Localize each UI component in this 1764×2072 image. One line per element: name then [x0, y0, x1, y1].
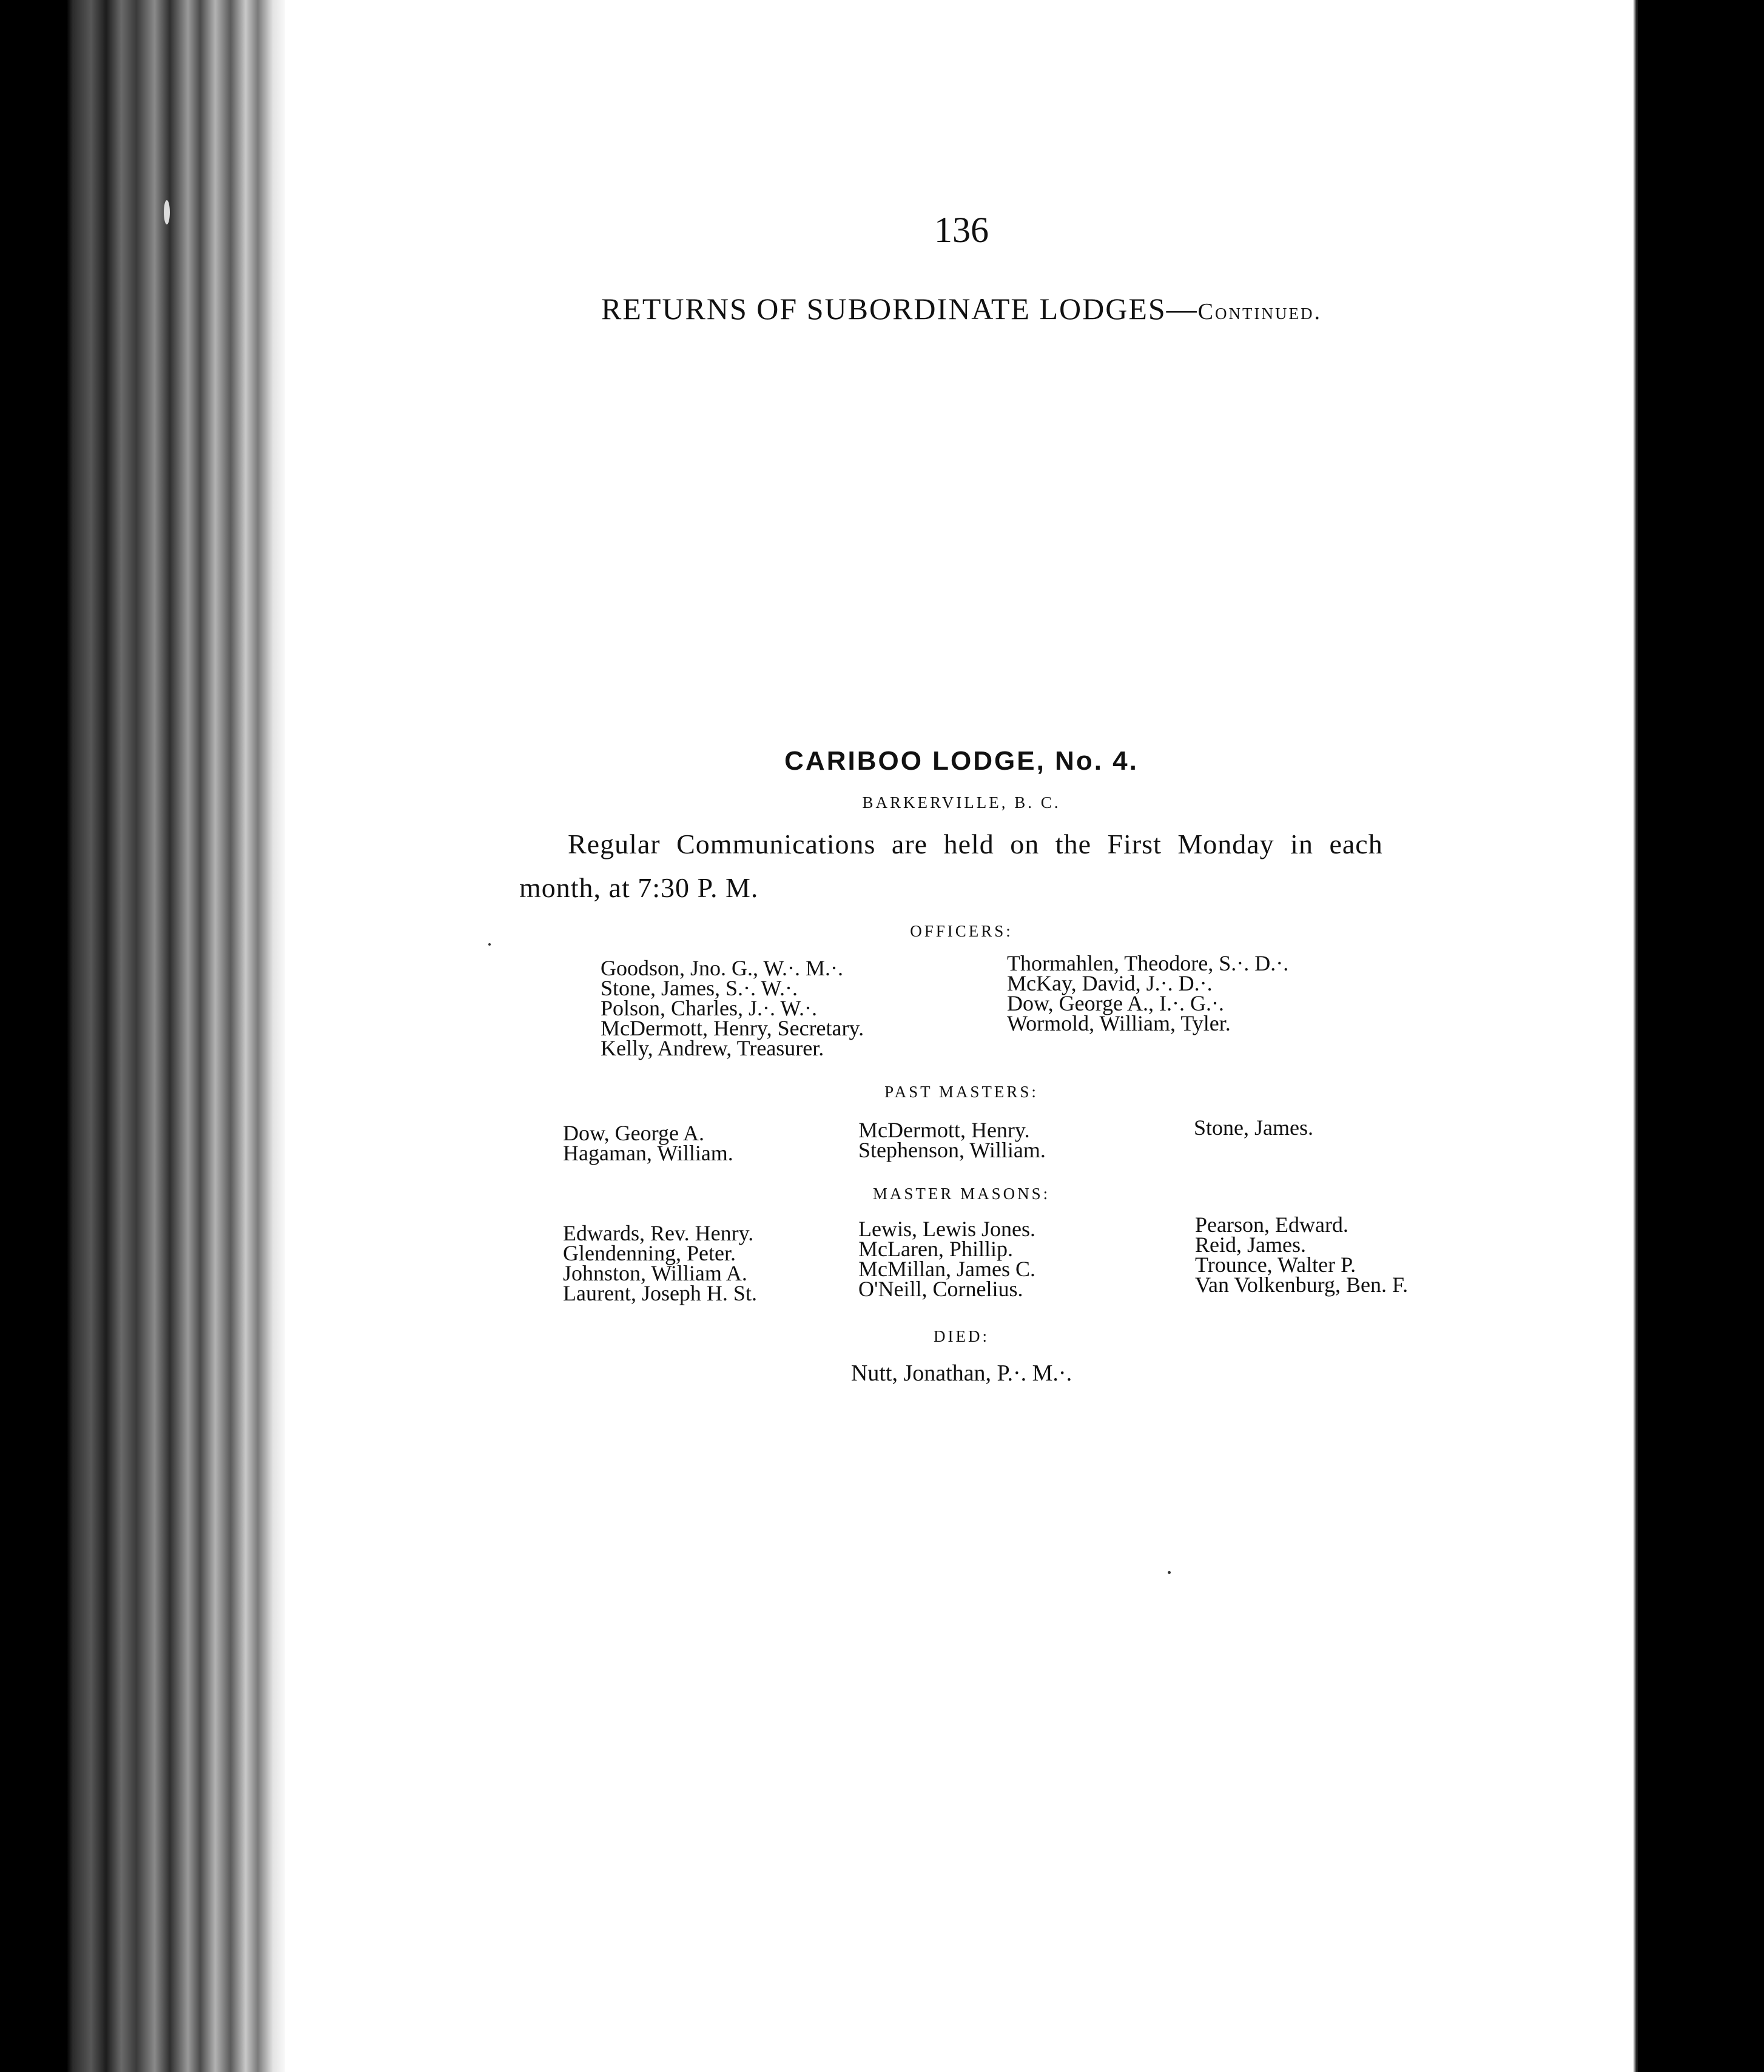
- list-item: O'Neill, Cornelius.: [858, 1277, 1023, 1301]
- past-masters-heading: PAST MASTERS:: [884, 1083, 1039, 1101]
- list-item: Laurent, Joseph H. St.: [563, 1281, 757, 1305]
- died-heading: DIED:: [934, 1327, 989, 1345]
- list-item: Glendenning, Peter.: [563, 1241, 736, 1265]
- list-item: Thormahlen, Theodore, S.·. D.·.: [1007, 951, 1289, 975]
- lodge-title: CARIBOO LODGE, No. 4.: [784, 746, 1139, 776]
- list-item: McDermott, Henry.: [858, 1118, 1030, 1142]
- master-masons-col3: [1195, 1215, 1408, 1295]
- list-item: Stone, James, S.·. W.·.: [601, 976, 798, 1000]
- master-masons-col2: [858, 1219, 1035, 1299]
- page-number: 136: [934, 210, 989, 250]
- past-masters-col1: [563, 1123, 733, 1163]
- list-item: Hagaman, William.: [563, 1141, 733, 1165]
- list-item: Goodson, Jno. G., W.·. M.·.: [601, 956, 844, 980]
- past-masters-col2: [858, 1120, 1046, 1160]
- communications-line-2: month, at 7:30 P. M.: [519, 872, 759, 903]
- list-item: Dow, George A., I.·. G.·.: [1007, 991, 1224, 1015]
- list-item: Stone, James.: [1194, 1115, 1313, 1140]
- list-item: Reid, James.: [1195, 1233, 1306, 1257]
- list-item: Van Volkenburg, Ben. F.: [1195, 1273, 1409, 1297]
- list-item: McDermott, Henry, Secretary.: [601, 1016, 864, 1040]
- page-mark: [164, 200, 170, 224]
- list-item: Edwards, Rev. Henry.: [563, 1221, 754, 1245]
- list-item: Pearson, Edward.: [1195, 1213, 1348, 1237]
- lodge-location: BARKERVILLE, B. C.: [862, 793, 1061, 812]
- running-head: [285, 291, 1638, 326]
- communications-line-1: Regular Communications are held on the First Monday in each: [568, 829, 1383, 859]
- list-item: Johnston, William A.: [563, 1261, 747, 1285]
- list-item: Kelly, Andrew, Treasurer.: [601, 1036, 824, 1060]
- list-item: Lewis, Lewis Jones.: [858, 1217, 1035, 1241]
- officers-heading: OFFICERS:: [910, 922, 1013, 940]
- scan-right-margin: [1638, 0, 1764, 2072]
- ink-speck: [488, 943, 491, 946]
- past-masters-col3: [1194, 1115, 1313, 1140]
- list-item: Dow, George A.: [563, 1121, 704, 1145]
- list-item: Wormold, William, Tyler.: [1007, 1011, 1231, 1035]
- officers-right-list: [1007, 951, 1289, 1035]
- master-masons-col1: [563, 1223, 757, 1303]
- running-head-main: RETURNS OF SUBORDINATE LODGES—: [601, 292, 1198, 326]
- list-item: Trounce, Walter P.: [1195, 1253, 1356, 1277]
- officers-left-list: [601, 958, 864, 1058]
- running-head-continued: Continued.: [1197, 299, 1322, 325]
- list-item: McMillan, James C.: [858, 1257, 1035, 1281]
- list-item: Polson, Charles, J.·. W.·.: [601, 996, 818, 1020]
- book-page-edges: [0, 0, 291, 2072]
- list-item: McKay, David, J.·. D.·.: [1007, 971, 1213, 995]
- master-masons-heading: MASTER MASONS:: [872, 1185, 1051, 1203]
- list-item: McLaren, Phillip.: [858, 1237, 1013, 1261]
- list-item: Stephenson, William.: [858, 1138, 1046, 1162]
- died-name: Nutt, Jonathan, P.·. M.·.: [850, 1361, 1072, 1386]
- ink-speck: [1168, 1571, 1171, 1574]
